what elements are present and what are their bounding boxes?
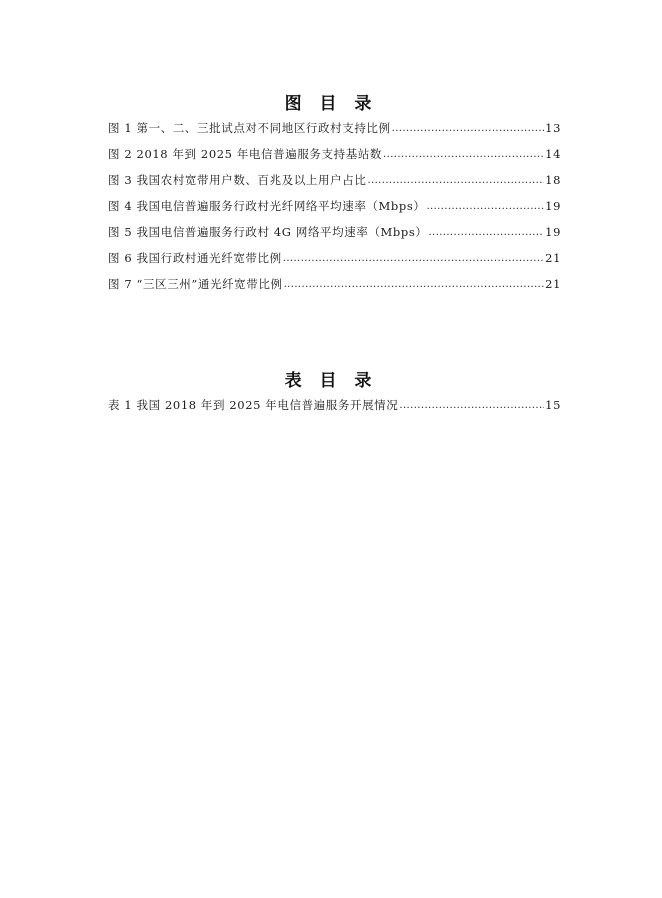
toc-entry-label: 图 7 “三区三州”通光纤宽带比例 [108,277,283,291]
toc-entry-figure-3[interactable] [108,171,561,197]
toc-entry-figure-2[interactable] [108,145,561,171]
toc-entry-page: 14 [545,147,561,161]
toc-entry-label: 图 5 我国电信普遍服务行政村 4G 网络平均速率（Mbps） [108,225,428,239]
dot-leader [283,248,544,268]
dot-leader [392,118,545,138]
figure-index-list [108,119,561,301]
toc-entry-page: 15 [545,398,561,412]
toc-entry-figure-7[interactable] [108,275,561,301]
dot-leader [426,196,544,216]
toc-entry-label: 图 3 我国农村宽带用户数、百兆及以上用户占比 [108,173,367,187]
dot-leader [367,170,544,190]
toc-entry-figure-5[interactable] [108,223,561,249]
table-index-heading: 表 目 录 [284,371,378,391]
dot-leader [399,395,544,415]
toc-entry-table-1[interactable] [108,396,561,422]
toc-entry-label: 图 4 我国电信普遍服务行政村光纤网络平均速率（Mbps） [108,199,426,213]
toc-entry-label: 图 6 我国行政村通光纤宽带比例 [108,251,282,265]
toc-entry-page: 19 [545,225,561,239]
dot-leader [383,144,544,164]
dot-leader [284,274,545,294]
toc-entry-label: 图 1 第一、二、三批试点对不同地区行政村支持比例 [108,121,391,135]
figure-index-heading: 图 目 录 [284,94,378,114]
toc-entry-page: 19 [545,199,561,213]
toc-entry-figure-4[interactable] [108,197,561,223]
toc-entry-page: 21 [545,277,561,291]
toc-entry-figure-1[interactable] [108,119,561,145]
dot-leader [428,222,544,242]
toc-entry-label: 表 1 我国 2018 年到 2025 年电信普遍服务开展情况 [108,398,399,412]
toc-entry-figure-6[interactable] [108,249,561,275]
toc-entry-page: 18 [545,173,561,187]
table-index-list [108,396,561,422]
toc-entry-page: 21 [545,251,561,265]
toc-entry-page: 13 [545,121,561,135]
toc-entry-label: 图 2 2018 年到 2025 年电信普遍服务支持基站数 [108,147,383,161]
